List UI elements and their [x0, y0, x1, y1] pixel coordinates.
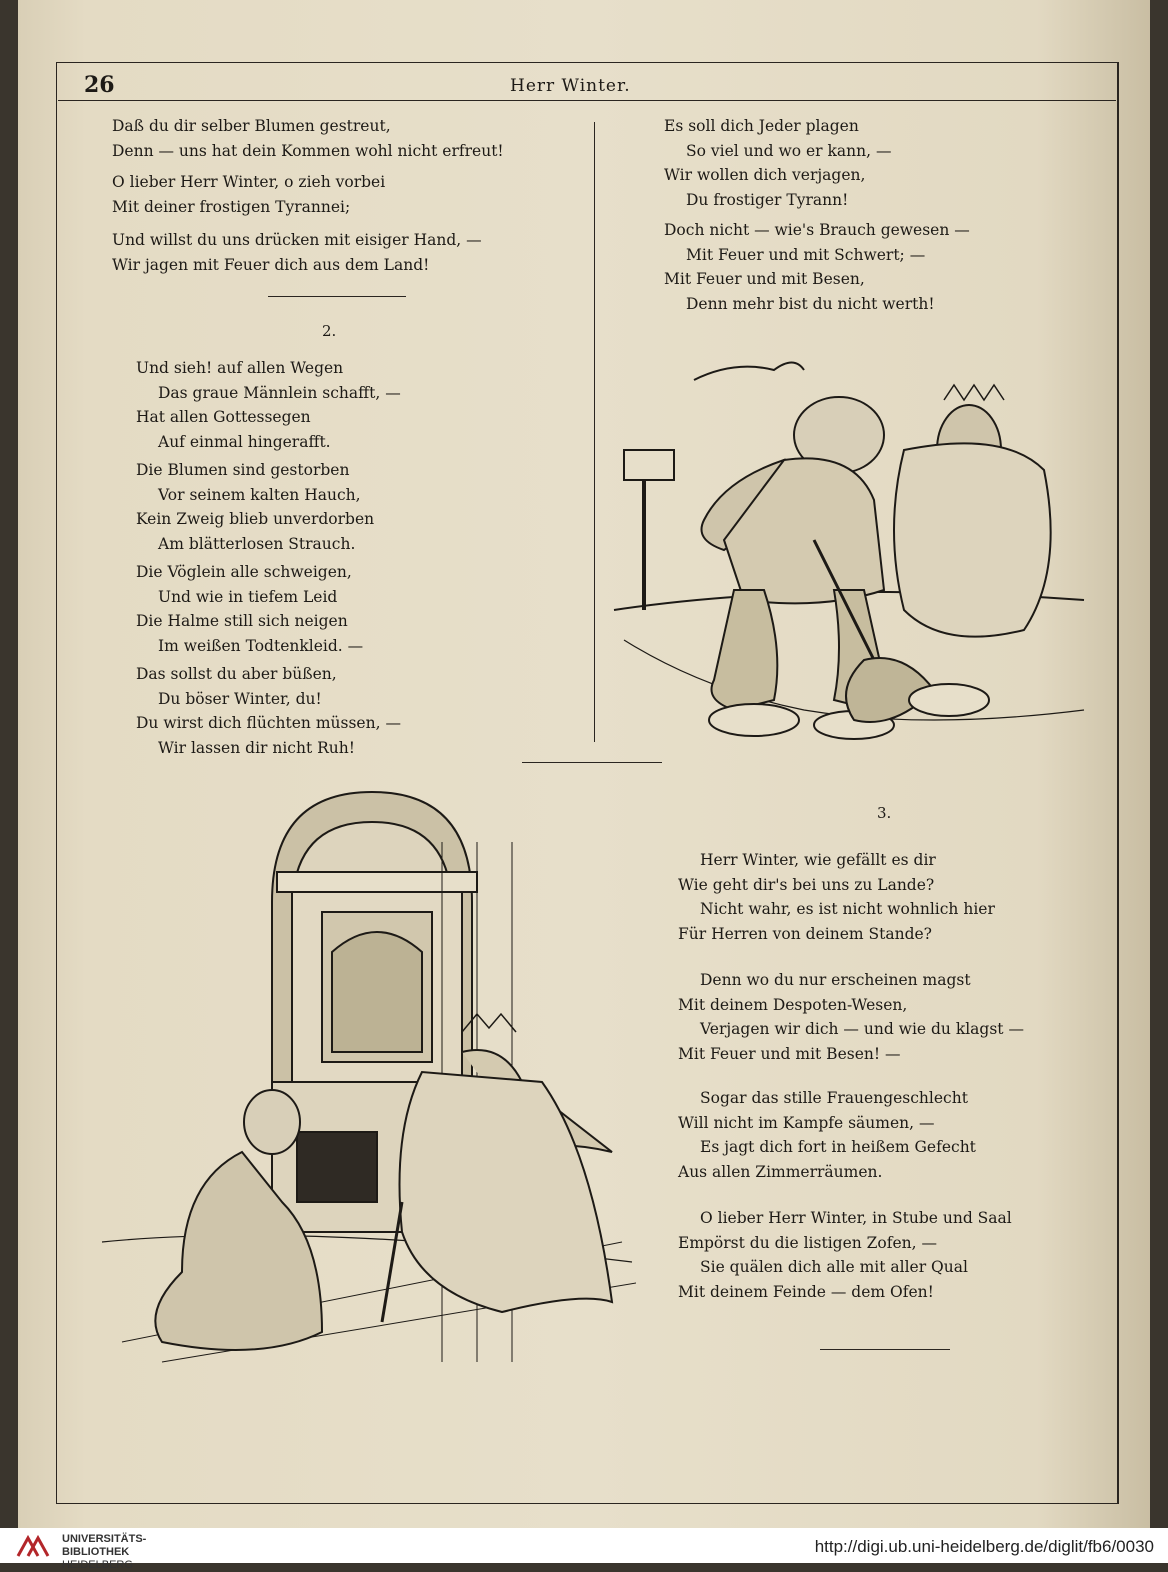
stanza [136, 458, 374, 556]
stanza [678, 968, 1024, 1066]
verse-line: Mit deinem Feinde — dem Ofen! [678, 1282, 934, 1301]
verse-line: Auf einmal hingerafft. [158, 432, 331, 451]
verse-line: Im weißen Todtenkleid. — [158, 636, 364, 655]
verse-line: Am blätterlosen Strauch. [158, 534, 356, 553]
verse-line: Nicht wahr, es ist nicht wohnlich hier [700, 900, 995, 918]
verse-line: Wie geht dir's bei uns zu Lande? [678, 875, 935, 894]
header-rule [58, 100, 1116, 101]
stove-illustration [82, 782, 636, 1374]
stanza [136, 560, 363, 658]
verse-line: Verjagen wir dich — und wie du klagst — [700, 1020, 1024, 1038]
verse-line: Du frostiger Tyrann! [686, 190, 849, 209]
column-divider [594, 122, 595, 742]
verse-line: Mit deinem Despoten-Wesen, [678, 995, 908, 1014]
stanza [678, 1086, 976, 1184]
section-divider [268, 296, 406, 297]
verse-line: Du wirst dich flüchten müssen, — [136, 714, 401, 732]
verse-line: Sie quälen dich alle mit aller Qual [700, 1258, 968, 1276]
stanza [112, 170, 385, 219]
verse-line: Und willst du uns drücken mit eisiger Hand, — [112, 231, 482, 249]
verse-line: Herr Winter, wie gefällt es dir [700, 851, 936, 869]
verse-line: Die Blumen sind gestorben [136, 461, 350, 479]
verse-line: Sogar das stille Frauengeschlecht [700, 1089, 968, 1107]
verse-line: Denn wo du nur erscheinen magst [700, 971, 971, 989]
permalink[interactable]: http://digi.ub.uni-heidelberg.de/diglit/fb6/0030 [814, 1537, 1154, 1556]
verse-line: Kein Zweig blieb unverdorben [136, 510, 375, 528]
university-logo-icon [14, 1534, 54, 1558]
verse-line: Und sieh! auf allen Wegen [136, 359, 344, 377]
verse-line: Mit Feuer und mit Besen, [664, 270, 865, 288]
verse-line: O lieber Herr Winter, in Stube und Saal [700, 1209, 1012, 1227]
verse-line: Mit deiner frostigen Tyrannei; [112, 197, 351, 216]
verse-line: Es soll dich Jeder plagen [664, 117, 859, 135]
verse-line: Das sollst du aber büßen, [136, 665, 337, 683]
page-number: 26 [84, 72, 115, 98]
verse-line: Doch nicht — wie's Brauch gewesen — [664, 221, 970, 239]
verse-line: Die Halme still sich neigen [136, 612, 348, 630]
verse-line: Aus allen Zimmerräumen. [678, 1162, 883, 1181]
verse-line: Wir jagen mit Feuer dich aus dem Land! [112, 255, 430, 274]
end-rule [820, 1349, 950, 1350]
running-head: Herr Winter. [510, 76, 631, 96]
section-number: 2. [322, 322, 337, 340]
verse-line: Denn mehr bist du nicht werth! [686, 294, 935, 313]
verse-line: Wir lassen dir nicht Ruh! [158, 738, 355, 757]
section-number: 3. [877, 804, 892, 822]
verse-line: Denn — uns hat dein Kommen wohl nicht erfreut! [112, 141, 504, 160]
viewer-footer [0, 1528, 1168, 1571]
verse-line: Empörst du die listigen Zofen, — [678, 1233, 938, 1252]
stanza [678, 848, 995, 946]
stanza [136, 662, 401, 760]
verse-line: Mit Feuer und mit Schwert; — [686, 245, 926, 264]
stanza [112, 114, 504, 163]
institution-name: UNIVERSITÄTS- BIBLIOTHEK HEIDELBERG [62, 1533, 147, 1571]
verse-line: Und wie in tiefem Leid [158, 587, 338, 606]
verse-line: O lieber Herr Winter, o zieh vorbei [112, 173, 386, 191]
verse-line: Will nicht im Kampfe säumen, — [678, 1113, 935, 1132]
stanza [136, 356, 401, 454]
verse-line: Vor seinem kalten Hauch, [158, 485, 361, 504]
stanza [112, 228, 482, 277]
stanza [678, 1206, 1012, 1304]
stanza [664, 114, 891, 212]
verse-line: Daß du dir selber Blumen gestreut, [112, 117, 391, 135]
verse-line: Für Herren von deinem Stande? [678, 924, 932, 943]
verse-line: Es jagt dich fort in heißem Gefecht [700, 1138, 976, 1156]
verse-line: Mit Feuer und mit Besen! — [678, 1044, 901, 1063]
verse-line: Wir wollen dich verjagen, [664, 166, 866, 184]
verse-line: Die Vöglein alle schweigen, [136, 563, 352, 581]
sweeping-boy-illustration [604, 340, 1096, 776]
stanza [664, 218, 970, 316]
verse-line: Das graue Männlein schafft, — [158, 383, 401, 402]
verse-line: So viel und wo er kann, — [686, 141, 892, 160]
verse-line: Du böser Winter, du! [158, 689, 322, 708]
verse-line: Hat allen Gottessegen [136, 408, 311, 426]
